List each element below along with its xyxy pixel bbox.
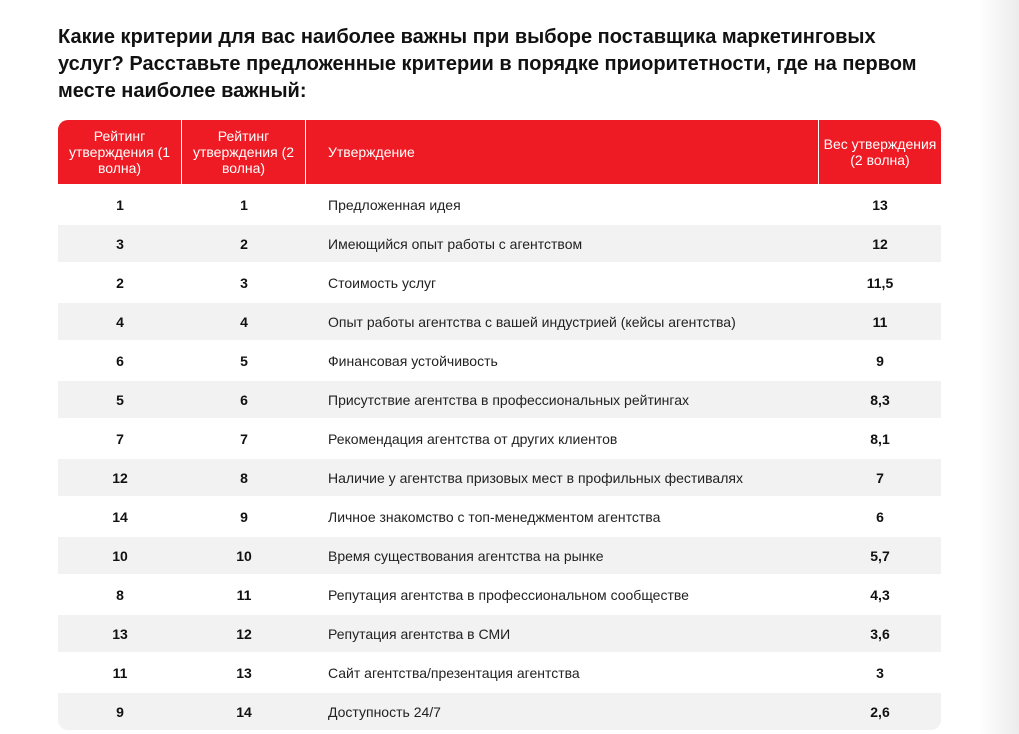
rank-wave-1-cell: 14 [58, 496, 182, 535]
header-rank-wave-2: Рейтинг утверждения (2 волна) [182, 120, 306, 184]
page-title: Какие критерии для вас наиболее важны при выборе поставщика маркетинговых услуг? Расставьте предложенные критерии в порядке приоритетности, где на первом месте наиболее важный: [58, 26, 917, 102]
statement-cell: Рекомендация агентства от других клиентов [306, 418, 819, 457]
weight-cell: 2,6 [819, 691, 941, 730]
weight-cell: 6 [819, 496, 941, 535]
statement-cell: Сайт агентства/презентация агентства [306, 652, 819, 691]
statement-cell: Финансовая устойчивость [306, 340, 819, 379]
weight-cell: 8,1 [819, 418, 941, 457]
criteria-table [58, 120, 941, 730]
rank-wave-1-cell: 4 [58, 301, 182, 340]
rank-wave-2-cell: 14 [182, 691, 306, 730]
statement-cell: Опыт работы агентства с вашей индустрией (кейсы агентства) [306, 301, 819, 340]
rank-wave-1-cell: 8 [58, 574, 182, 613]
rank-wave-1-cell: 10 [58, 535, 182, 574]
table-row [58, 535, 941, 574]
rank-wave-1-cell: 13 [58, 613, 182, 652]
table-row [58, 418, 941, 457]
weight-cell: 11,5 [819, 262, 941, 301]
header-weight-wave-2: Вес утверждения (2 волна) [819, 120, 941, 184]
rank-wave-1-cell: 5 [58, 379, 182, 418]
statement-cell: Присутствие агентства в профессиональных рейтингах [306, 379, 819, 418]
statement-cell: Время существования агентства на рынке [306, 535, 819, 574]
rank-wave-1-cell: 2 [58, 262, 182, 301]
table-header-row [58, 120, 941, 184]
table-row [58, 301, 941, 340]
table-body [58, 184, 941, 730]
rank-wave-2-cell: 12 [182, 613, 306, 652]
table-row [58, 262, 941, 301]
header-rank-wave-1: Рейтинг утверждения (1 волна) [58, 120, 182, 184]
rank-wave-1-cell: 1 [58, 184, 182, 223]
rank-wave-2-cell: 10 [182, 535, 306, 574]
table-row [58, 223, 941, 262]
table-row [58, 496, 941, 535]
weight-cell: 9 [819, 340, 941, 379]
rank-wave-2-cell: 6 [182, 379, 306, 418]
weight-cell: 4,3 [819, 574, 941, 613]
table-row [58, 379, 941, 418]
table-row [58, 184, 941, 223]
rank-wave-1-cell: 6 [58, 340, 182, 379]
weight-cell: 5,7 [819, 535, 941, 574]
rank-wave-1-cell: 9 [58, 691, 182, 730]
rank-wave-1-cell: 3 [58, 223, 182, 262]
weight-cell: 7 [819, 457, 941, 496]
weight-cell: 3,6 [819, 613, 941, 652]
table-row [58, 340, 941, 379]
rank-wave-2-cell: 4 [182, 301, 306, 340]
table-row [58, 691, 941, 730]
table-row [58, 613, 941, 652]
rank-wave-1-cell: 7 [58, 418, 182, 457]
statement-cell: Наличие у агентства призовых мест в профильных фестивалях [306, 457, 819, 496]
statement-cell: Репутация агентства в СМИ [306, 613, 819, 652]
statement-cell: Стоимость услуг [306, 262, 819, 301]
right-edge-shadow [979, 0, 1019, 734]
statement-cell: Репутация агентства в профессиональном сообществе [306, 574, 819, 613]
rank-wave-2-cell: 13 [182, 652, 306, 691]
rank-wave-2-cell: 11 [182, 574, 306, 613]
rank-wave-2-cell: 7 [182, 418, 306, 457]
rank-wave-2-cell: 9 [182, 496, 306, 535]
rank-wave-1-cell: 12 [58, 457, 182, 496]
rank-wave-2-cell: 1 [182, 184, 306, 223]
weight-cell: 11 [819, 301, 941, 340]
rank-wave-2-cell: 8 [182, 457, 306, 496]
statement-cell: Личное знакомство с топ-менеджментом агентства [306, 496, 819, 535]
weight-cell: 12 [819, 223, 941, 262]
header-statement: Утверждение [306, 120, 819, 184]
rank-wave-2-cell: 2 [182, 223, 306, 262]
statement-cell: Доступность 24/7 [306, 691, 819, 730]
rank-wave-2-cell: 5 [182, 340, 306, 379]
rank-wave-1-cell: 11 [58, 652, 182, 691]
statement-cell: Предложенная идея [306, 184, 819, 223]
weight-cell: 3 [819, 652, 941, 691]
weight-cell: 8,3 [819, 379, 941, 418]
rank-wave-2-cell: 3 [182, 262, 306, 301]
table-row [58, 652, 941, 691]
table-row [58, 457, 941, 496]
table-row [58, 574, 941, 613]
statement-cell: Имеющийся опыт работы с агентством [306, 223, 819, 262]
weight-cell: 13 [819, 184, 941, 223]
